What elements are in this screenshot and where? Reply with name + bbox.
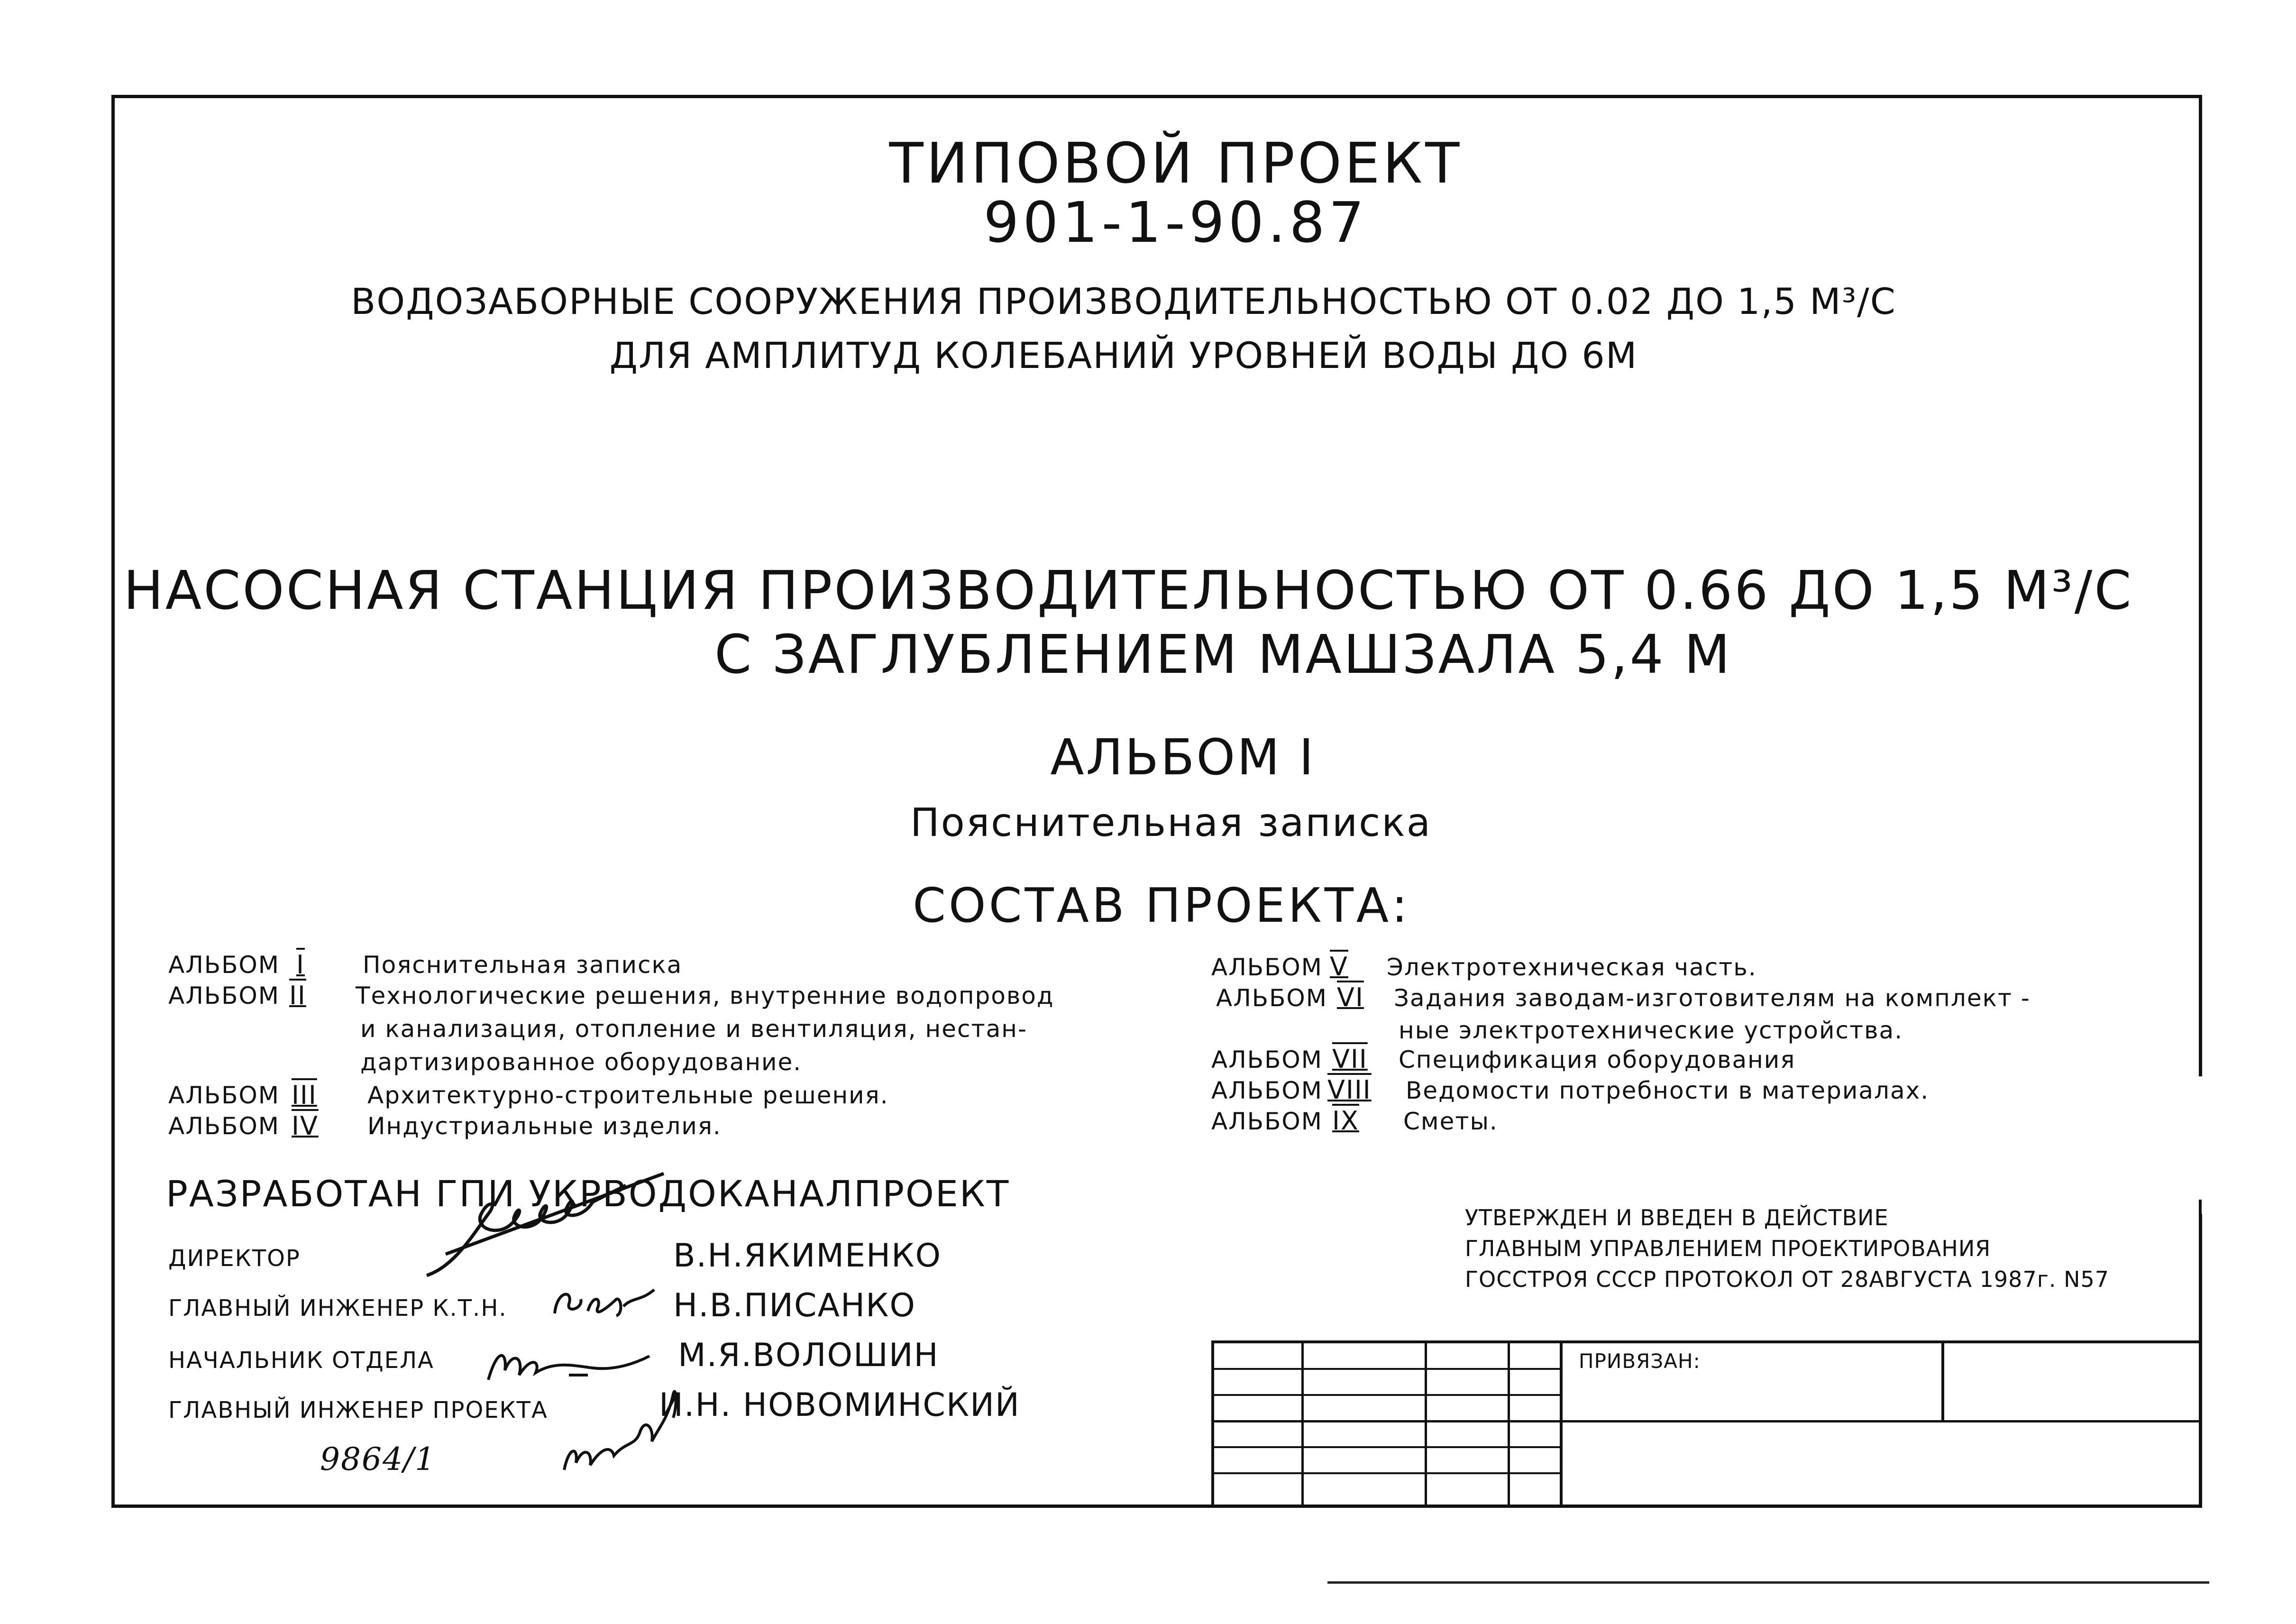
album-title: Пояснительная записка xyxy=(910,800,1432,845)
album-entry-label: АЛЬБОМ xyxy=(168,1112,280,1140)
album-entry-text: Электротехническая часть. xyxy=(1387,954,1757,981)
stamp-line xyxy=(1560,1340,1563,1508)
signatory-role: ДИРЕКТОР xyxy=(168,1245,301,1272)
album-entry-roman: II xyxy=(289,981,306,1010)
project-subject-line2: ДЛЯ АМПЛИТУД КОЛЕБАНИЙ УРОВНЕЙ ВОДЫ ДО 6М xyxy=(609,334,1638,376)
album-entry-roman: IV xyxy=(292,1111,319,1141)
stamp-line xyxy=(1211,1394,1562,1396)
album-entry-label: АЛЬБОМ xyxy=(168,951,280,979)
album-entry-text: Спецификация оборудования xyxy=(1399,1046,1796,1073)
inventory-number: 9864/1 xyxy=(320,1441,436,1477)
album-entry-label: АЛЬБОМ xyxy=(1211,1108,1323,1135)
album-entry-text: Ведомости потребности в материалах. xyxy=(1406,1077,1930,1104)
album-entry-text: и канализация, отопление и вентиляция, нестан- xyxy=(360,1015,1027,1043)
project-subject-line1: ВОДОЗАБОРНЫЕ СООРУЖЕНИЯ ПРОИЗВОДИТЕЛЬНОСТЬЮ ОТ 0.02 ДО 1,5 М³/С xyxy=(351,280,1896,322)
signatory-role: ГЛАВНЫЙ ИНЖЕНЕР ПРОЕКТА xyxy=(168,1397,548,1423)
signatory-name: М.Я.ВОЛОШИН xyxy=(678,1337,939,1374)
album-entry-label: АЛЬБОМ xyxy=(168,1082,280,1109)
fold-line xyxy=(1327,1581,2209,1584)
stamp-line xyxy=(1211,1446,1562,1448)
stamp-line xyxy=(1211,1340,2202,1343)
signatory-name: И.Н. НОВОМИНСКИЙ xyxy=(659,1386,1020,1424)
signatory-name: В.Н.ЯКИМЕНКО xyxy=(673,1237,942,1275)
album-entry-roman: I xyxy=(296,950,305,980)
album-entry-text: Сметы. xyxy=(1403,1108,1498,1135)
album-entry-label: АЛЬБОМ xyxy=(168,982,280,1009)
object-title-line1: НАСОСНАЯ СТАНЦИЯ ПРОИЗВОДИТЕЛЬНОСТЬЮ ОТ 0.66 ДО 1,5 М³/С xyxy=(123,560,2133,622)
composition-heading: СОСТАВ ПРОЕКТА: xyxy=(913,878,1410,933)
album-entry-roman: VII xyxy=(1332,1044,1368,1074)
project-number: 901-1-90.87 xyxy=(983,190,1368,255)
album-label: АЛЬБОМ I xyxy=(1050,728,1316,786)
chief-project-engineer-signature xyxy=(555,1375,697,1479)
album-entry-roman: VIII xyxy=(1327,1075,1372,1105)
stamp-line xyxy=(1211,1472,1562,1474)
album-entry-text: Архитектурно-строительные решения. xyxy=(367,1082,889,1109)
album-entry-text: Пояснительная записка xyxy=(363,951,683,979)
album-entry-text: ные электротехнические устройства. xyxy=(1399,1017,1903,1044)
approval-line3: ГОССТРОЯ СССР ПРОТОКОЛ ОТ 28АВГУСТА 1987г. N57 xyxy=(1465,1266,2110,1292)
stamp-line xyxy=(1425,1340,1427,1508)
album-entry-roman: III xyxy=(292,1080,317,1110)
signatory-role: ГЛАВНЫЙ ИНЖЕНЕР К.Т.Н. xyxy=(168,1295,507,1321)
chief-engineer-signature xyxy=(545,1271,659,1332)
album-entry-label: АЛЬБОМ xyxy=(1211,1077,1323,1104)
stamp-line xyxy=(1211,1420,2202,1422)
frame-gap xyxy=(2196,1076,2203,1214)
stamp-line xyxy=(1508,1340,1510,1508)
stamp-line xyxy=(1211,1368,1562,1370)
album-entry-label: АЛЬБОМ xyxy=(1216,984,1327,1012)
project-type: ТИПОВОЙ ПРОЕКТ xyxy=(889,130,1463,196)
album-entry-text: дартизированное оборудование. xyxy=(360,1048,802,1076)
album-entry-text: Индустриальные изделия. xyxy=(367,1112,722,1140)
album-entry-roman: V xyxy=(1330,952,1348,982)
stamp-line xyxy=(1941,1340,1944,1422)
developer-heading: РАЗРАБОТАН ГПИ УКРВОДОКАНАЛПРОЕКТ xyxy=(166,1173,1010,1215)
album-entry-label: АЛЬБОМ xyxy=(1211,954,1323,981)
signatory-name: Н.В.ПИСАНКО xyxy=(673,1287,916,1324)
approval-line2: ГЛАВНЫМ УПРАВЛЕНИЕМ ПРОЕКТИРОВАНИЯ xyxy=(1465,1236,1991,1261)
stamp-line xyxy=(1301,1340,1304,1508)
attached-label: ПРИВЯЗАН: xyxy=(1579,1349,1701,1373)
album-entry-text: Задания заводам-изготовителям на комплект - xyxy=(1394,984,2031,1012)
approval-line1: УТВЕРЖДЕН И ВВЕДЕН В ДЕЙСТВИЕ xyxy=(1465,1205,1889,1230)
frame-tick xyxy=(2199,1200,2202,1228)
album-entry-roman: IX xyxy=(1332,1106,1359,1136)
album-entry-roman: VI xyxy=(1337,982,1364,1012)
album-entry-label: АЛЬБОМ xyxy=(1211,1046,1323,1073)
stamp-line xyxy=(1211,1340,1214,1508)
signatory-role: НАЧАЛЬНИК ОТДЕЛА xyxy=(168,1347,434,1374)
album-entry-text: Технологические решения, внутренние водопровод xyxy=(356,982,1054,1009)
object-title-line2: С ЗАГЛУБЛЕНИЕМ МАШЗАЛА 5,4 М xyxy=(714,624,1732,686)
